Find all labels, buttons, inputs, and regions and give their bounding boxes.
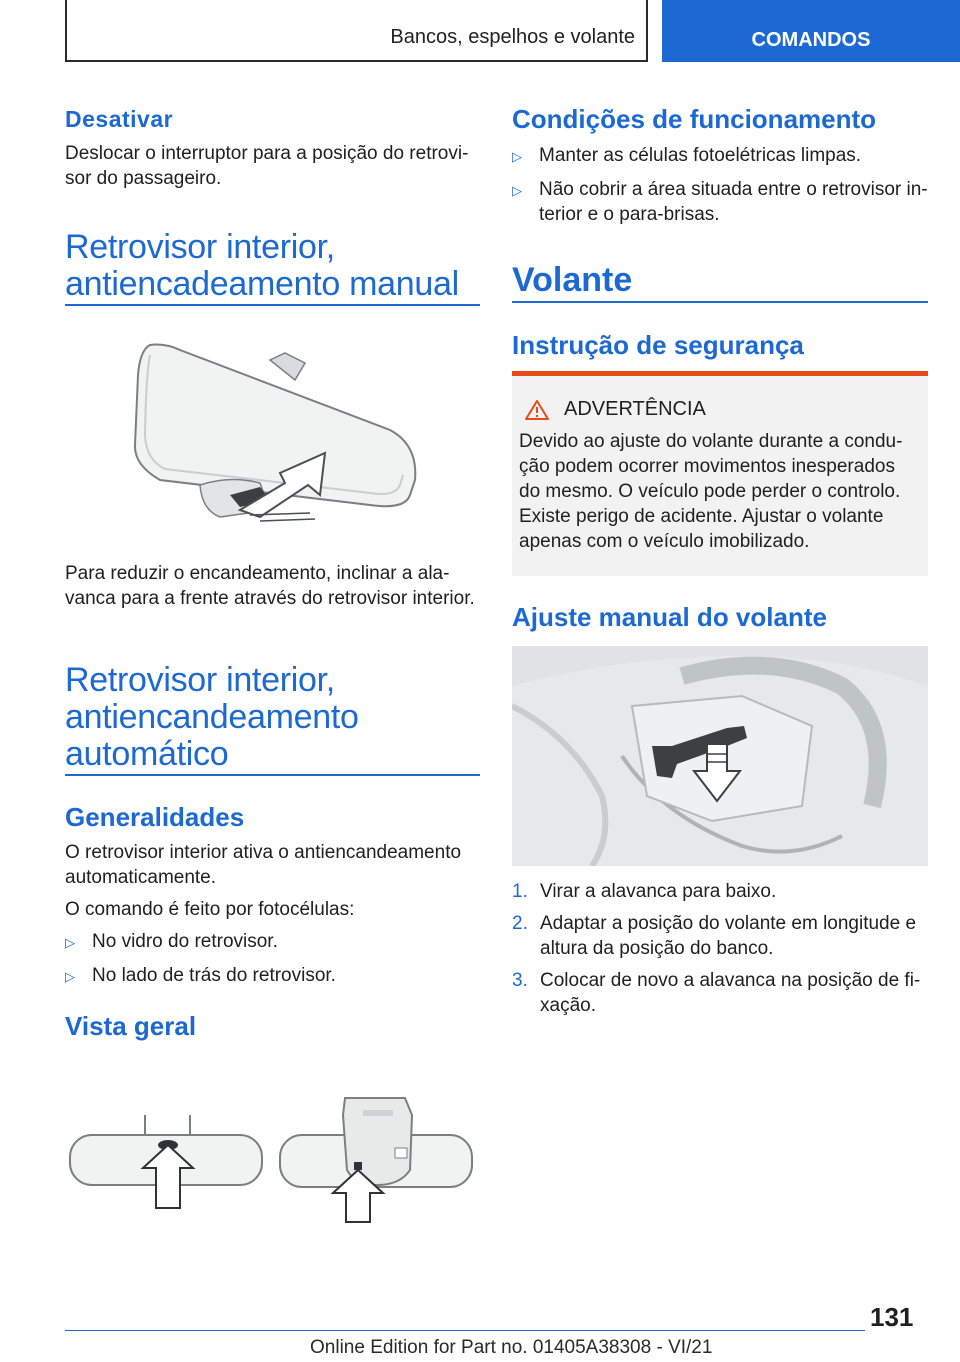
- list-item: ▷ Manter as células fotoelétricas limpas.: [512, 143, 932, 169]
- triangle-right-icon: ▷: [512, 149, 522, 164]
- triangle-right-icon: ▷: [512, 183, 522, 198]
- condicoes-heading: Condições de funcionamento: [512, 104, 877, 134]
- heading-rule: [65, 304, 480, 306]
- footer-edition: Online Edition for Part no. 01405A38308 - VI/21: [310, 1337, 713, 1358]
- volante-heading: Volante: [512, 261, 633, 299]
- warning-text: Devido ao ajuste do volante durante a condu‐ ção podem ocorrer movimentos inesperados do mesmo. O veículo pode perder o controlo. Existe perigo de acidente. Ajustar o volante apenas com o veículo imobilizado.: [519, 431, 903, 552]
- manual-mirror-illustration: [120, 335, 450, 535]
- header-section-title: Bancos, espelhos e volante: [390, 26, 635, 48]
- steps-list: [512, 879, 932, 1018]
- ajuste-heading: Ajuste manual do volante: [512, 602, 827, 632]
- desativar-text: Deslocar o interruptor para a posição do retrovi‐ sor do passageiro.: [65, 143, 469, 189]
- triangle-right-icon: ▷: [65, 935, 75, 950]
- warning-label: ADVERTÊNCIA: [564, 398, 706, 420]
- seguranca-heading: Instrução de segurança: [512, 330, 804, 360]
- desativar-heading: Desativar: [65, 106, 174, 132]
- footer-rule: [65, 1330, 865, 1331]
- header-chapter-tab: COMANDOS: [662, 0, 960, 62]
- photocell-bullet-list: [65, 929, 480, 989]
- list-item: ▷ No vidro do retrovisor.: [65, 929, 480, 955]
- comando-text: O comando é feito por fotocélulas:: [65, 899, 355, 920]
- condicoes-bullet-list: [512, 143, 932, 227]
- list-item: 3. Colocar de novo a alavanca na posição de fi‐ xação.: [512, 970, 921, 1016]
- mirror-overview-illustration: [65, 1090, 480, 1230]
- page-number: 131: [870, 1302, 914, 1332]
- vista-geral-heading: Vista geral: [65, 1011, 197, 1041]
- heading-rule: [65, 774, 480, 776]
- heading-rule: [512, 301, 928, 303]
- warning-header: [524, 398, 918, 421]
- manual-mirror-caption: Para reduzir o encandeamento, inclinar a ala‐ vanca para a frente através do retrovisor interior.: [65, 563, 475, 609]
- steering-lever-illustration: [512, 646, 928, 866]
- list-item: 2. Adaptar a posição do volante em longitude e altura da posição do banco.: [512, 913, 917, 959]
- auto-mirror-heading: Retrovisor interior, antiencandeamento automático: [65, 661, 359, 773]
- generalidades-heading: Generalidades: [65, 802, 245, 832]
- warning-box: [512, 371, 928, 576]
- generalidades-text: O retrovisor interior ativa o antiencandeamento automaticamente.: [65, 842, 462, 888]
- triangle-right-icon: ▷: [65, 969, 75, 984]
- list-item: ▷ No lado de trás do retrovisor.: [65, 963, 480, 989]
- list-item: ▷ Não cobrir a área situada entre o retrovisor in‐ terior e o para-brisas.: [512, 179, 928, 225]
- manual-mirror-heading: Retrovisor interior, antiencadeamento manual: [65, 228, 459, 303]
- list-item: 1. Virar a alavanca para baixo.: [512, 881, 777, 902]
- warning-triangle-icon: [524, 399, 550, 421]
